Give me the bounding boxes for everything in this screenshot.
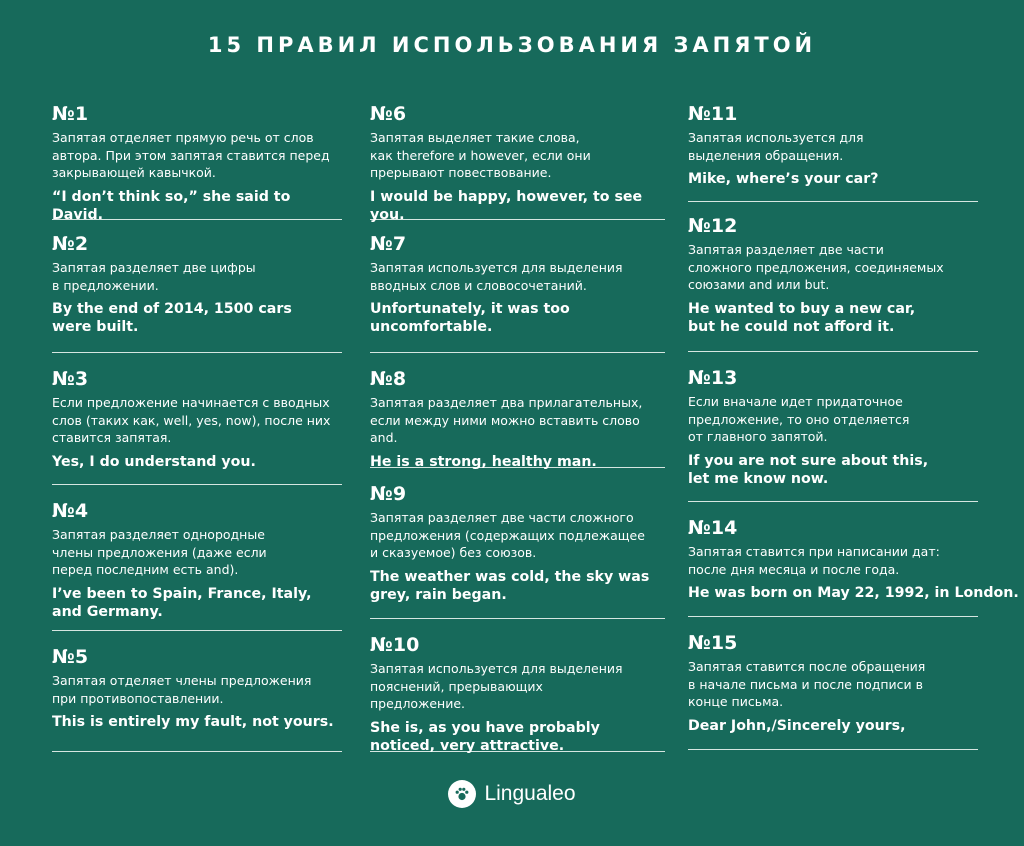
rule-9 (370, 468, 665, 619)
rule-description: Запятая разделяет две цифры в предложении. (52, 260, 256, 293)
rule-1 (52, 100, 342, 223)
rule-number: №11 (688, 103, 738, 125)
rule-description: Если вначале идет придаточное предложение, то оно отделяется от главного запятой. (688, 394, 910, 444)
rule-description: Запятая отделяет прямую речь от слов автора. При этом запятая ставится перед закрывающей кавычкой. (52, 130, 330, 180)
rules-column-2 (370, 100, 665, 752)
rule-description: Запятая ставится после обращения в начале письма и после подписи в конце письма. (688, 659, 926, 709)
rule-number: №4 (52, 500, 89, 522)
rule-example: If you are not sure about this, let me know now. (688, 452, 929, 487)
rule-example: He is a strong, healthy man. (370, 453, 597, 470)
rules-column-3 (688, 100, 1019, 750)
rule-number: №10 (370, 634, 420, 656)
rule-4 (52, 485, 342, 631)
rule-number: №6 (370, 103, 407, 125)
rule-description: Запятая отделяет члены предложения при противопоставлении. (52, 673, 312, 706)
rules-column-1 (52, 100, 342, 752)
rule-number: №1 (52, 103, 89, 125)
rule-8 (370, 353, 665, 468)
paw-icon (448, 780, 476, 808)
rule-example: The weather was cold, the sky was grey, rain began. (370, 568, 650, 603)
rule-5 (52, 631, 342, 752)
rule-number: №7 (370, 233, 407, 255)
brand-footer (0, 780, 1024, 808)
rule-description: Запятая используется для выделения вводных слов и словосочетаний. (370, 260, 623, 293)
rule-number: №9 (370, 483, 407, 505)
rule-7 (370, 220, 665, 353)
rule-6 (370, 100, 665, 223)
rule-example: By the end of 2014, 1500 cars were built. (52, 301, 292, 335)
rule-example: Yes, I do understand you. (52, 453, 256, 470)
rule-example: Unfortunately, it was too uncomfortable. (370, 301, 570, 335)
rule-description: Запятая используется для выделения пояснений, прерывающих предложение. (370, 661, 623, 711)
rule-13 (688, 352, 978, 502)
rule-example: She is, as you have probably noticed, very attractive. (370, 719, 600, 754)
rule-example: He was born on May 22, 1992, in London. (688, 585, 1019, 601)
rule-number: №12 (688, 215, 738, 237)
rule-description: Запятая ставится при написании дат: после дня месяца и после года. (688, 544, 940, 577)
rule-example: I would be happy, however, to see you. (370, 188, 643, 223)
rule-11 (688, 100, 978, 202)
page-title: 15 ПРАВИЛ ИСПОЛЬЗОВАНИЯ ЗАПЯТОЙ (207, 33, 817, 57)
rule-description: Запятая используется для выделения обращения. (688, 130, 864, 163)
rule-description: Запятая разделяет два прилагательных, если между ними можно вставить слово and. (370, 395, 643, 445)
rule-description: Запятая выделяет такие слова, как therefore и however, если они прерывают повествование. (370, 130, 591, 180)
rule-number: №14 (688, 517, 738, 539)
rule-example: “I don’t think so,” she said to David. (52, 188, 291, 223)
brand-name: Lingualeo (484, 782, 576, 805)
rule-number: №8 (370, 368, 407, 390)
rule-description: Запятая разделяет однородные члены предложения (даже если перед последним есть and). (52, 527, 267, 577)
rule-number: №15 (688, 632, 738, 654)
rule-number: №3 (52, 368, 89, 390)
rule-14 (688, 502, 1019, 617)
rule-number: №2 (52, 233, 89, 255)
rule-15 (688, 617, 978, 750)
rule-number: №13 (688, 367, 738, 389)
rule-example: He wanted to buy a new car, but he could not afford it. (688, 300, 916, 335)
rule-example: This is entirely my fault, not yours. (52, 714, 334, 730)
rule-12 (688, 202, 978, 352)
rule-2 (52, 220, 342, 353)
rule-3 (52, 353, 342, 485)
rule-number: №5 (52, 646, 89, 668)
rule-example: Dear John,/Sincerely yours, (688, 717, 906, 734)
rule-example: Mike, where’s your car? (688, 171, 879, 187)
rule-example: I’ve been to Spain, France, Italy, and Germany. (52, 585, 312, 620)
rule-description: Запятая разделяет две части сложного предложения, соединяемых союзами and или but. (688, 242, 944, 292)
rule-description: Если предложение начинается с вводных слов (таких как, well, yes, now), после них ставится запятая. (52, 395, 331, 445)
rule-10 (370, 619, 665, 752)
rule-description: Запятая разделяет две части сложного предложения (содержащих подлежащее и сказуемое) без союзов. (370, 510, 645, 560)
